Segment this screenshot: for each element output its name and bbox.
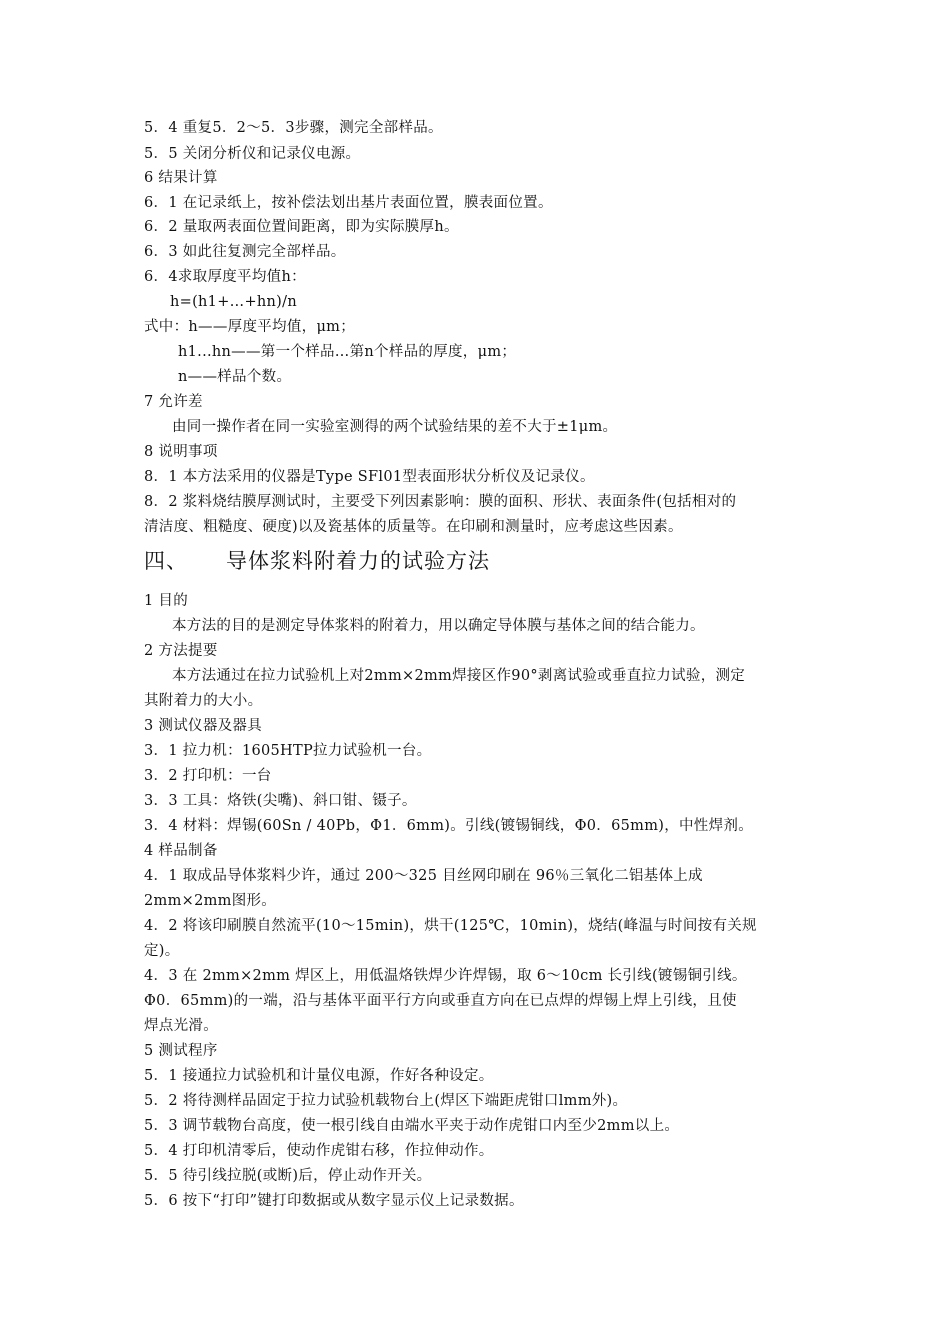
text-line: 2 方法提要 [144, 643, 218, 659]
text-line: 4．3 在 2mm×2mm 焊区上，用低温烙铁焊少许焊锡，取 6～10cm 长引线(镀锡铜引线。 [144, 968, 747, 984]
text-line: 6．3 如此往复测完全部样品。 [144, 244, 346, 260]
section-title: 导体浆料附着力的试验方法 [226, 549, 490, 573]
text-line: 8．1 本方法采用的仪器是Type SFl01型表面形状分析仪及记录仪。 [144, 469, 595, 485]
text-line: 3．1 拉力机：1605HTP拉力试验机一台。 [144, 743, 432, 759]
text-line: 6．1 在记录纸上，按补偿法划出基片表面位置，膜表面位置。 [144, 195, 553, 211]
text-line: 本方法的目的是测定导体浆料的附着力，用以确定导体膜与基体之间的结合能力。 [172, 618, 705, 634]
text-line: 5 测试程序 [144, 1043, 218, 1059]
text-line: 5．5 关闭分析仪和记录仪电源。 [144, 146, 361, 162]
text-line: 5．4 重复5．2～5．3步骤，测完全部样品。 [144, 120, 443, 136]
text-line: 7 允许差 [144, 394, 203, 410]
text-line: 式中：h——厚度平均值，μm； [144, 319, 356, 335]
text-line: n——样品个数。 [178, 369, 292, 385]
text-line: 5．4 打印机清零后，使动作虎钳右移，作拉伸动作。 [144, 1143, 494, 1159]
text-line: h=(h1+…+hn)/n [170, 294, 297, 310]
text-line: 8 说明事项 [144, 444, 218, 460]
text-line: 6．2 量取两表面位置间距离，即为实际膜厚h。 [144, 219, 459, 235]
text-line: 4 样品制备 [144, 843, 218, 859]
text-line: Φ0．65mm)的一端，沿与基体平面平行方向或垂直方向在已点焊的焊锡上焊上引线，且使 [144, 993, 737, 1009]
text-line: 5．5 待引线拉脱(或断)后，停止动作开关。 [144, 1168, 432, 1184]
text-line: 其附着力的大小。 [144, 693, 263, 709]
section-number: 四、 [144, 549, 188, 573]
text-line: 1 目的 [144, 593, 189, 609]
text-line: 3．2 打印机：一台 [144, 768, 272, 784]
text-line: 8．2 浆料烧结膜厚测试时，主要受下列因素影响：膜的面积、形状、表面条件(包括相对的 [144, 494, 737, 510]
text-line: 5．2 将待测样品固定于拉力试验机载物台上(焊区下端距虎钳口lmm外)。 [144, 1093, 628, 1109]
text-line: 5．6 按下“打印”键打印数据或从数字显示仪上记录数据。 [144, 1193, 524, 1209]
text-line: 5．3 调节载物台高度，使一根引线自由端水平夹于动作虎钳口内至少2mm以上。 [144, 1118, 680, 1134]
text-line: 5．1 接通拉力试验机和计量仪电源，作好各种设定。 [144, 1068, 494, 1084]
text-line: 4．2 将该印刷膜自然流平(10～15min)，烘干(125℃，10min)，烧结(峰温与时间按有关规 [144, 918, 757, 934]
text-line: 3 测试仪器及器具 [144, 718, 263, 734]
text-line: 由同一操作者在同一实验室测得的两个试验结果的差不大于±1μm。 [172, 419, 618, 435]
text-line: 6 结果计算 [144, 170, 218, 186]
text-line: 3．3 工具：烙铁(尖嘴)、斜口钳、镊子。 [144, 793, 417, 809]
text-line: 3．4 材料：焊锡(60Sn / 40Pb，Φ1．6mm)。引线(镀锡铜线，Φ0．65mm)，中性焊剂。 [144, 818, 753, 834]
text-line: 本方法通过在拉力试验机上对2mm×2mm焊接区作90°剥离试验或垂直拉力试验，测定 [172, 668, 746, 684]
text-line: 6．4求取厚度平均值h： [144, 269, 306, 285]
text-line: 定)。 [144, 943, 180, 959]
text-line: 清洁度、粗糙度、硬度)以及瓷基体的质量等。在印刷和测量时，应考虑这些因素。 [144, 519, 683, 535]
text-line: h1...hn——第一个样品…第n个样品的厚度，μm； [178, 344, 517, 360]
text-line: 2mm×2mm图形。 [144, 893, 277, 909]
section-heading [144, 547, 814, 575]
text-line: 焊点光滑。 [144, 1018, 218, 1034]
text-line: 4．1 取成品导体浆料少许，通过 200～325 目丝网印刷在 96％三氧化二铝基体上成 [144, 868, 703, 884]
